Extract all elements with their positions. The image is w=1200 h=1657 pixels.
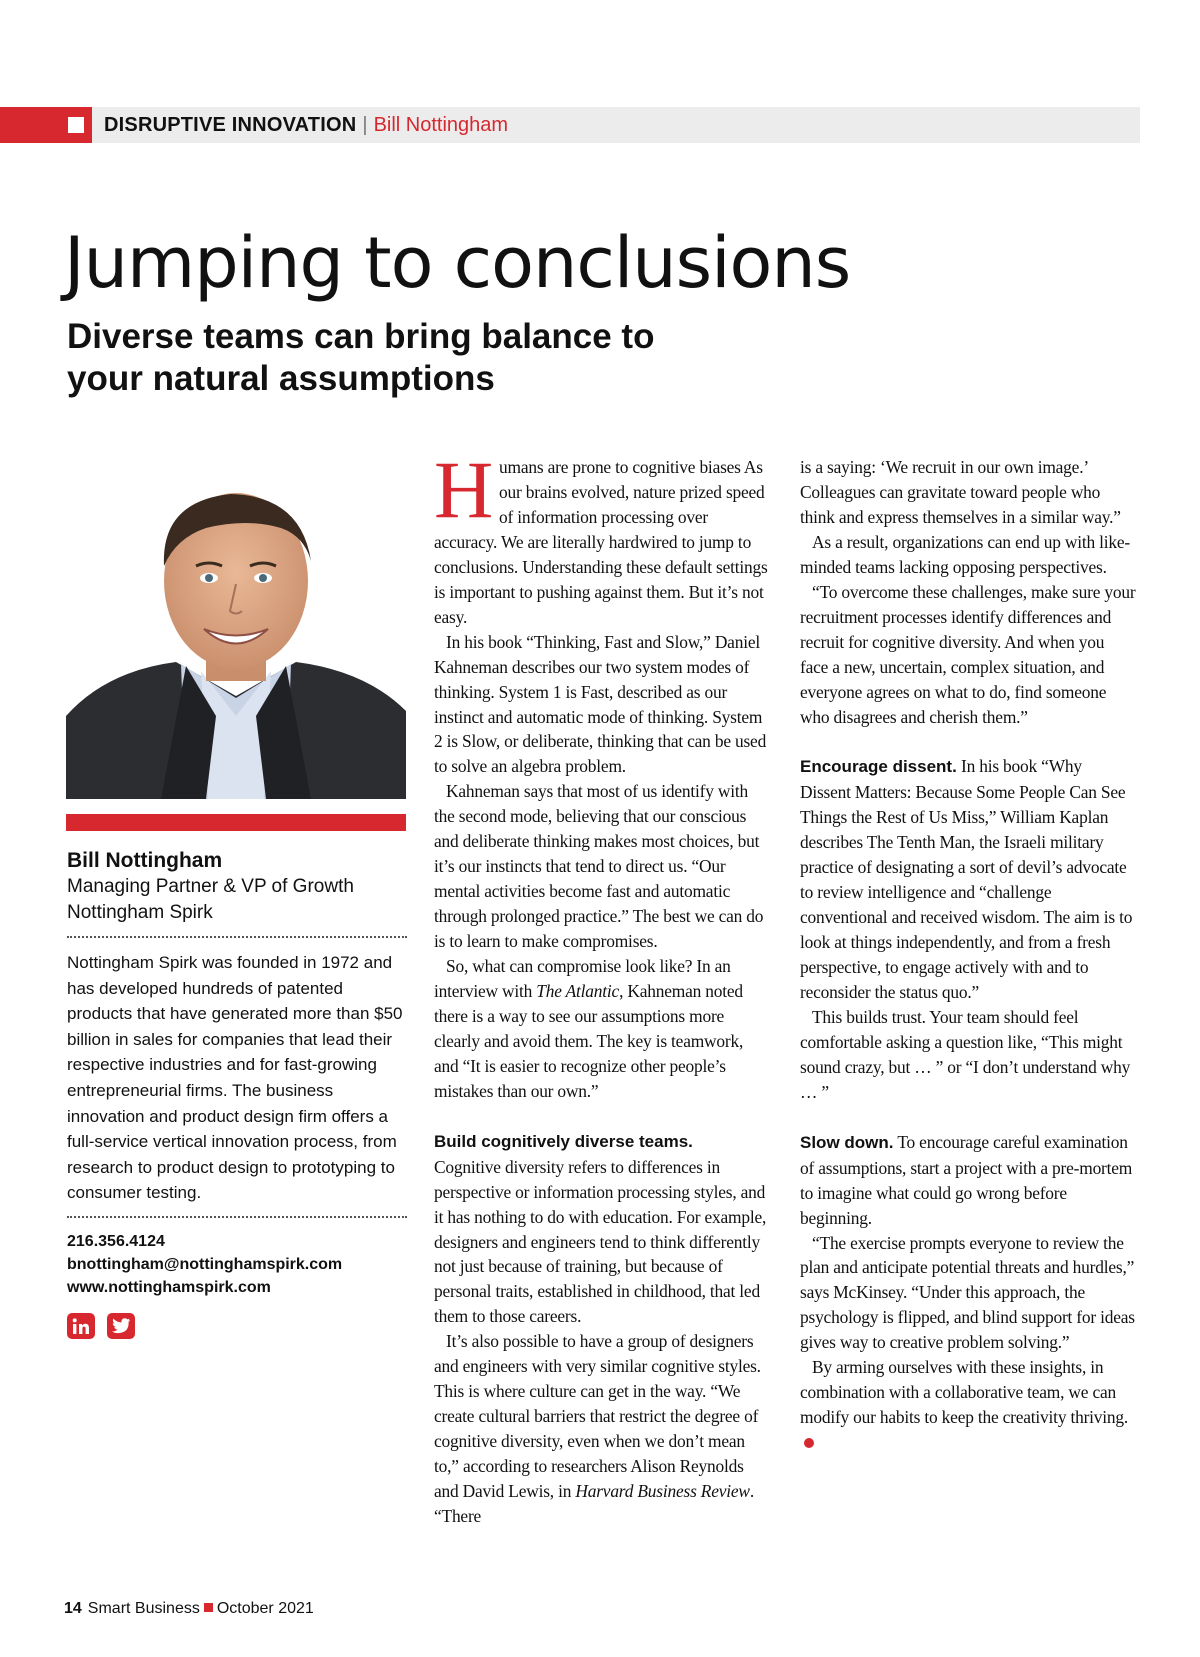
paragraph: In his book “Thinking, Fast and Slow,” Daniel Kahneman describes our two system modes of thinking. System 1 is Fast, described as our instinct and automatic mode of thinking. System 2 is Slow, or deliberate, thinking that can be used to solve an algebra problem. bbox=[434, 631, 767, 777]
section-heading: Encourage dissent. bbox=[800, 757, 957, 777]
section-heading: Build cognitively diverse teams. bbox=[434, 1131, 693, 1151]
twitter-icon[interactable] bbox=[107, 1313, 135, 1339]
banner-author: Bill Nottingham bbox=[373, 114, 509, 136]
divider bbox=[67, 1216, 407, 1218]
banner-separator: | bbox=[362, 114, 368, 136]
social-links bbox=[67, 1313, 407, 1339]
paragraph: “To overcome these challenges, make sure your recruitment processes identify differences and recruit for cognitive diversity. And when you face a new, uncertain, complex situation, and everyone agrees on what to do, find someone who disagrees and cherish them.” bbox=[800, 581, 1136, 727]
banner-accent-block bbox=[0, 107, 92, 143]
contact-phone: 216.356.4124 bbox=[67, 1232, 165, 1250]
author-role: Managing Partner & VP of Growth bbox=[67, 876, 354, 897]
paragraph: It’s also possible to have a group of designers and engineers with very similar cognitive styles. This is where culture can get in the way. “We create cultural barriers that restrict the degree of cognitive diversity, even when we don’t mean to,” according to researchers Alison Reynolds and David Lewis, in Harvard Business Review. “There bbox=[434, 1331, 761, 1527]
paragraph: As a result, organizations can end up with like-minded teams lacking opposing perspectives. bbox=[800, 531, 1131, 577]
page-footer bbox=[64, 1600, 314, 1618]
paragraph: Humans are prone to cognitive biases As our brains evolved, nature prized speed of information processing over accuracy. We are literally hardwired to jump to conclusions. Understanding these default settings is important to pushing against them. But it’s not easy. bbox=[434, 444, 768, 627]
article-column-1 bbox=[434, 444, 770, 1529]
publication-name: Smart Business bbox=[87, 1600, 200, 1617]
section-heading: Slow down. bbox=[800, 1132, 894, 1152]
banner-square-icon bbox=[68, 117, 84, 133]
paragraph: Kahneman says that most of us identify with the second mode, believing that our conscious and deliberate thinking makes most choices, but it’s our instincts that tend to direct us. “Our mental activities become fast and automatic through prolonged practice.” The best we can do is to learn to make compromises. bbox=[434, 781, 764, 952]
paragraph: Encourage dissent. In his book “Why Dissent Matters: Because Some People Can See Things the Rest of Us Miss,” William Kaplan describes The Tenth Man, the Israeli military practice of designating a sort of devil’s advocate to review intelligence and “challenge conventional and received wisdom. The aim is to look at things independently, and from a fresh perspective, to engage actively with and to reconsider the status quo.” bbox=[800, 756, 1133, 1002]
linkedin-icon[interactable] bbox=[67, 1313, 95, 1339]
article-column-2 bbox=[800, 455, 1136, 1455]
paragraph: By arming ourselves with these insights, in combination with a collaborative team, we can modify our habits to keep the creativity thriving. bbox=[800, 1355, 1136, 1455]
paragraph: So, what can compromise look like? In an interview with The Atlantic, Kahneman noted there is a way to see our assumptions more clearly and avoid them. The key is teamwork, and “It is easier to recognize other people’s mistakes than our own.” bbox=[434, 956, 744, 1101]
article-title: Jumping to conclusions bbox=[64, 222, 851, 304]
paragraph: is a saying: ‘We recruit in our own image.’ Colleagues can gravitate toward people who think and express themselves in a similar way.” bbox=[800, 457, 1121, 527]
page-number: 14 bbox=[64, 1600, 82, 1617]
company-description: Nottingham Spirk was founded in 1972 and has developed hundreds of patented products that have generated more than $50 billion in sales for companies that lead their respective industries and for fast-growing entrepreneurial firms. The business innovation and product design firm offers a full-service vertical innovation process, from research to product design to prototyping to consumer testing. bbox=[67, 953, 403, 1203]
author-photo bbox=[66, 466, 406, 799]
author-company: Nottingham Spirk bbox=[67, 902, 213, 923]
issue-date: October 2021 bbox=[216, 1600, 314, 1617]
author-name: Bill Nottingham bbox=[67, 849, 223, 872]
paragraph: Cognitive diversity refers to differences in perspective or information processing styles, and it has nothing to do with education. For example, designers and engineers tend to think differently not just because of training, but because of personal traits, established in childhood, that led them to those careers. bbox=[434, 1156, 767, 1327]
paragraph: “The exercise prompts everyone to review the plan and anticipate potential threats and hurdles,” says McKinsey. “Under this approach, the psychology is flipped, and blind support for ideas gives way to creative problem solving.” bbox=[800, 1232, 1135, 1353]
drop-cap: H bbox=[434, 444, 494, 535]
divider bbox=[67, 936, 407, 938]
article-subtitle: Diverse teams can bring balance to your natural assumptions bbox=[67, 317, 655, 398]
contact-website[interactable]: www.nottinghamspirk.com bbox=[67, 1278, 271, 1296]
photo-accent-bar bbox=[66, 814, 406, 831]
paragraph: Slow down. To encourage careful examination of assumptions, start a project with a pre-mortem to imagine what could go wrong before beginning. bbox=[800, 1131, 1133, 1228]
section-label: DISRUPTIVE INNOVATION bbox=[104, 114, 357, 136]
banner-text bbox=[104, 114, 508, 137]
end-mark-icon bbox=[804, 1438, 814, 1448]
footer-square-icon bbox=[204, 1603, 213, 1612]
paragraph: This builds trust. Your team should feel comfortable asking a question like, “This might sound crazy, but … ” or “I don’t understand why … ” bbox=[800, 1006, 1131, 1102]
section-banner bbox=[0, 107, 1140, 143]
contact-email[interactable]: bnottingham@nottinghamspirk.com bbox=[67, 1255, 343, 1273]
author-bio bbox=[67, 847, 407, 1339]
